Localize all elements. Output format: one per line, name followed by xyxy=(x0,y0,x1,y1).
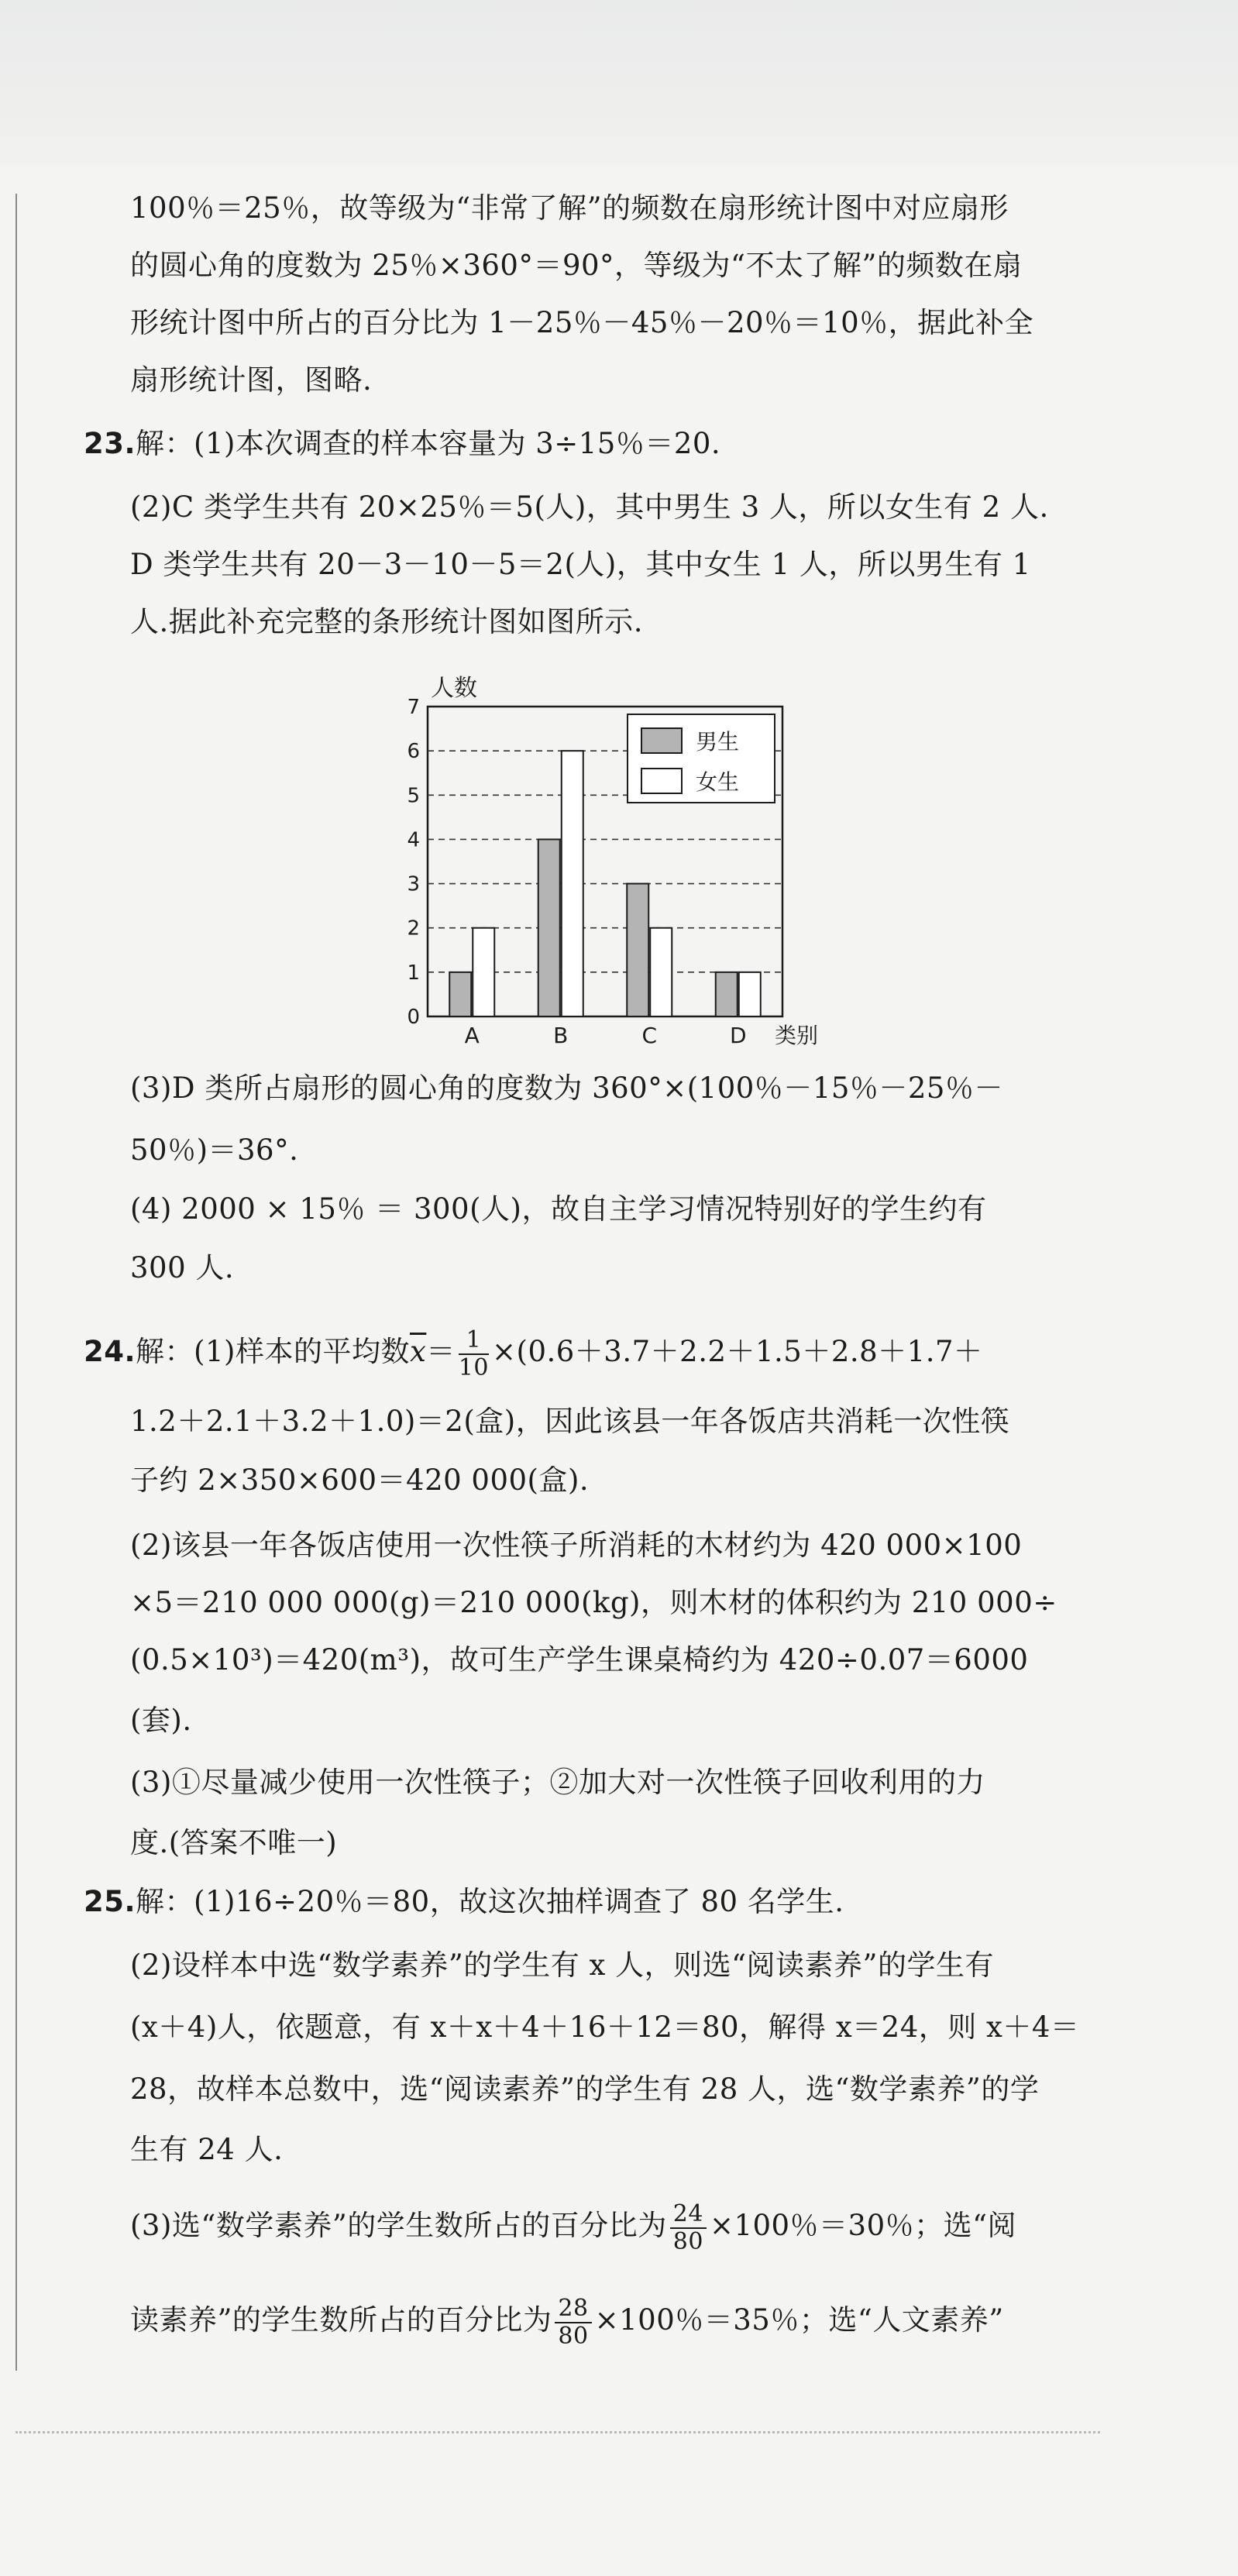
x-axis-label: 类别 xyxy=(775,1023,819,1048)
bar-female xyxy=(739,972,761,1016)
p23-line-8: 300 人. xyxy=(130,1251,235,1285)
legend-swatch xyxy=(641,769,682,793)
p24-text-1c: ×(0.6＋3.7＋2.2＋1.5＋2.8＋1.7＋ xyxy=(492,1335,983,1368)
y-tick-label: 2 xyxy=(407,917,420,941)
p23-line-1 xyxy=(84,425,720,463)
legend-swatch xyxy=(641,728,682,753)
fraction-denominator: 80 xyxy=(558,2322,589,2350)
x-bar-symbol: $\overline{x}$ xyxy=(409,1335,427,1368)
p25-line-4: 28，故样本总数中，选“阅读素养”的学生有 28 人，选“数学素养”的学 xyxy=(130,2072,1040,2106)
bar-chart xyxy=(380,666,829,1054)
y-tick-label: 4 xyxy=(407,828,420,852)
bar-female xyxy=(473,928,494,1016)
p24-text-1b: ＝ xyxy=(426,1335,456,1368)
p25-text-6a: (3)选“数学素养”的学生数所占的百分比为 xyxy=(130,2209,667,2242)
y-tick-label: 1 xyxy=(407,961,420,985)
p25-text-1: 解：(1)16÷20％＝80，故这次抽样调查了 80 名学生. xyxy=(136,1885,844,1918)
p25-line-1 xyxy=(84,1883,844,1921)
x-tick-label: D xyxy=(729,1023,747,1048)
problem-number: 25. xyxy=(84,1885,136,1918)
p24-line-6: (0.5×10³)＝420(m³)，故可生产学生课桌椅约为 420÷0.07＝6000 xyxy=(130,1643,1029,1677)
p24-line-8: (3)①尽量减少使用一次性筷子；②加大对一次性筷子回收利用的力 xyxy=(130,1766,985,1799)
x-tick-label: B xyxy=(553,1023,569,1048)
y-tick-label: 7 xyxy=(407,696,420,719)
fraction-one-tenth xyxy=(459,1327,489,1381)
p25-text-7a: 读素养”的学生数所占的百分比为 xyxy=(130,2303,552,2337)
p25-line-3: (x＋4)人，依题意，有 x＋x＋4＋16＋12＝80，解得 x＝24，则 x＋4＝ xyxy=(130,2010,1080,2044)
legend-label: 男生 xyxy=(696,729,740,755)
p22-line-4: 扇形统计图，图略. xyxy=(130,363,373,397)
p23-line-5: (3)D 类所占扇形的圆心角的度数为 360°×(100％－15％－25％－ xyxy=(130,1071,1003,1105)
bar-male xyxy=(716,972,738,1016)
p24-line-2: 1.2＋2.1＋3.2＋1.0)＝2(盒)，因此该县一年各饭店共消耗一次性筷 xyxy=(130,1405,1010,1438)
bar-female xyxy=(650,928,672,1016)
fraction-denominator: 10 xyxy=(458,1353,490,1381)
p23-text-1: 解：(1)本次调查的样本容量为 3÷15％＝20. xyxy=(136,427,721,460)
p24-line-1 xyxy=(84,1325,983,1381)
p25-line-7 xyxy=(130,2293,1004,2350)
legend-label: 女生 xyxy=(696,769,740,795)
p24-line-3: 子约 2×350×600＝420 000(盒). xyxy=(130,1463,590,1497)
margin-rule xyxy=(15,194,17,2371)
fraction-numerator: 28 xyxy=(555,2296,591,2323)
p22-line-2: 的圆心角的度数为 25％×360°＝90°，等级为“不太了解”的频数在扇 xyxy=(130,249,1023,282)
y-tick-label: 0 xyxy=(407,1006,420,1029)
y-axis-label: 人数 xyxy=(431,675,477,702)
p24-text-1a: 解：(1)样本的平均数 xyxy=(136,1335,410,1368)
fraction-denominator: 80 xyxy=(672,2227,703,2255)
y-tick-label: 5 xyxy=(407,784,420,808)
p24-line-7: (套). xyxy=(130,1704,192,1737)
p23-line-3: D 类学生共有 20－3－10－5＝2(人)，其中女生 1 人，所以男生有 1 xyxy=(130,548,1031,581)
fraction-numerator: 24 xyxy=(670,2201,707,2229)
problem-number: 23. xyxy=(84,427,136,460)
p25-line-2: (2)设样本中选“数学素养”的学生有 x 人，则选“阅读素养”的学生有 xyxy=(130,1948,994,1982)
problem-number: 24. xyxy=(84,1335,136,1368)
y-tick-label: 6 xyxy=(407,740,420,764)
x-tick-label: A xyxy=(464,1023,480,1048)
p24-line-9: 度.(答案不唯一) xyxy=(130,1826,338,1859)
p24-line-5: ×5＝210 000 000(g)＝210 000(kg)，则木材的体积约为 210 000÷ xyxy=(130,1586,1057,1619)
p24-line-4: (2)该县一年各饭店使用一次性筷子所消耗的木材约为 420 000×100 xyxy=(130,1529,1023,1562)
x-tick-label: C xyxy=(641,1023,658,1048)
bar-male xyxy=(627,884,648,1016)
p22-line-3: 形统计图中所占的百分比为 1－25％－45％－20％＝10％，据此补全 xyxy=(130,306,1034,339)
p23-line-7: (4) 2000 × 15％ ＝ 300(人)，故自主学习情况特别好的学生约有 xyxy=(130,1192,987,1226)
fraction-28-80 xyxy=(555,2296,591,2350)
p23-line-6: 50％)＝36°. xyxy=(130,1133,299,1167)
y-tick-label: 3 xyxy=(407,872,420,896)
p23-line-4: 人.据此补充完整的条形统计图如图所示. xyxy=(130,605,644,638)
bar-male xyxy=(538,839,560,1016)
footer-dotted-rule xyxy=(15,2431,1100,2433)
fraction-24-80 xyxy=(670,2201,707,2255)
p25-line-5: 生有 24 人. xyxy=(130,2133,284,2166)
page-top-band xyxy=(0,0,1238,167)
p25-line-6 xyxy=(130,2199,1016,2255)
p25-text-6b: ×100％＝30％；选“阅 xyxy=(709,2209,1017,2242)
bar-female xyxy=(562,751,583,1016)
bar-male xyxy=(449,972,471,1016)
p23-line-2: (2)C 类学生共有 20×25％＝5(人)，其中男生 3 人，所以女生有 2 人. xyxy=(130,490,1049,524)
p25-text-7b: ×100％＝35％；选“人文素养” xyxy=(594,2303,1004,2337)
fraction-numerator: 1 xyxy=(459,1327,489,1355)
p22-line-1: 100％＝25％，故等级为“非常了解”的频数在扇形统计图中对应扇形 xyxy=(130,191,1009,225)
